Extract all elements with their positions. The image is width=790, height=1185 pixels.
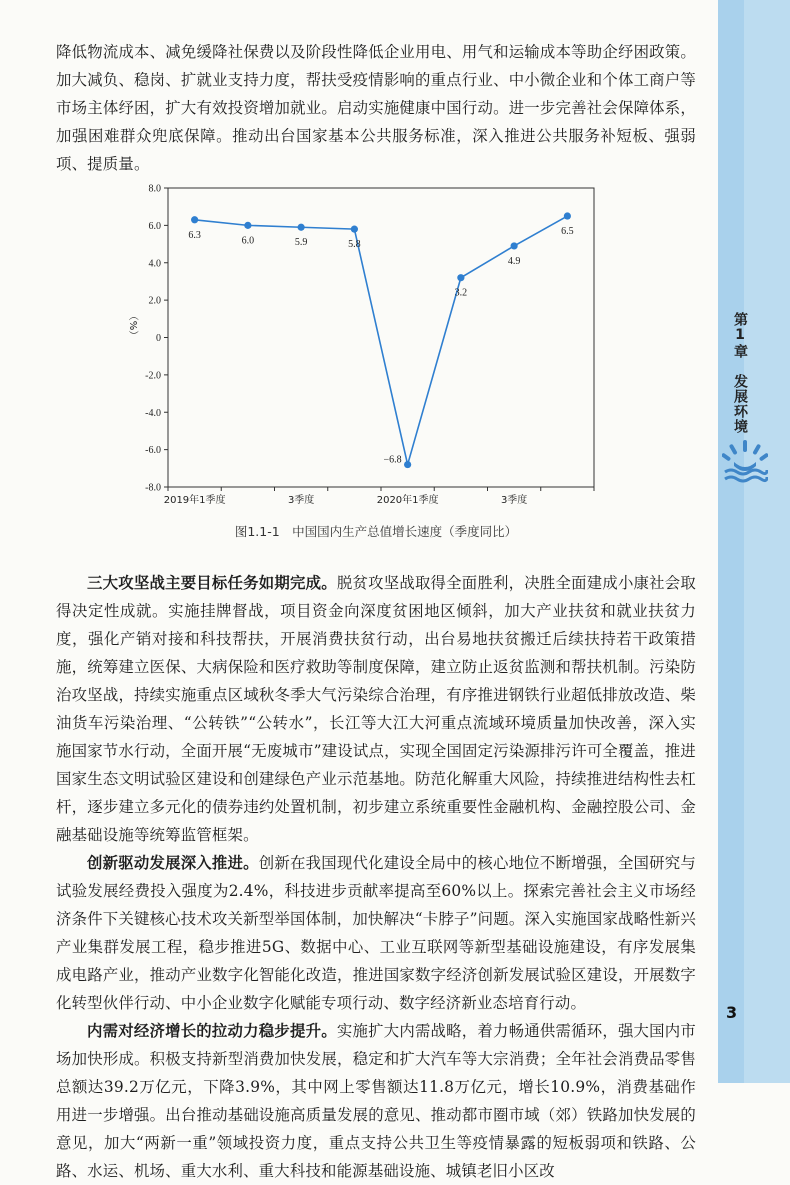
data-point	[511, 242, 518, 249]
data-point	[404, 461, 411, 468]
paragraph-body: 创新在我国现代化建设全局中的核心地位不断增强，全国研究与试验发展经费投入强度为2.4%，科技进步贡献率提高至60%以上。探索完善社会主义市场经济条件下关键核心技术攻关新型举国体制，加快解决“卡脖子”问题。深入实施国家战略性新兴产业集群发展工程，稳步推进5G、数据中心、工业互联网等新型基础设施建设，有序发展集成电路产业，推动产业数字化智能化改造，推进国家数字经济创新发展试验区建设，开展数字化转型伙伴行动、中小企业数字化赋能专项行动、数字经济新业态培育行动。	[56, 854, 696, 1012]
y-tick-label: 4.0	[148, 258, 161, 270]
data-label: 6.5	[561, 226, 574, 238]
data-point	[351, 226, 358, 233]
y-tick-label: -6.0	[145, 445, 161, 457]
y-tick-label: -8.0	[145, 482, 161, 494]
data-label: 3.2	[454, 287, 468, 299]
y-tick-label: 0	[156, 333, 161, 344]
y-tick-label: -2.0	[145, 370, 161, 382]
y-axis-label: （%）	[127, 310, 138, 341]
data-label: 4.9	[507, 255, 521, 267]
gdp-growth-line-chart	[116, 184, 636, 519]
data-point	[244, 222, 251, 229]
paragraph-lead: 三大攻坚战主要目标任务如期完成。	[87, 574, 337, 592]
figure-caption: 图1.1-1 中国国内生产总值增长速度（季度同比）	[234, 524, 518, 539]
data-label: −6.8	[383, 454, 402, 466]
paragraph-innovation	[56, 849, 696, 1017]
paragraph-domestic-demand	[56, 1017, 696, 1185]
x-tick-label: 3季度	[287, 495, 315, 506]
sidebar-strip	[718, 0, 744, 1083]
chapter-title: 发展环境	[732, 374, 748, 434]
y-tick-label: 6.0	[148, 220, 161, 232]
page-content	[56, 38, 696, 1185]
gdp-growth-figure	[56, 184, 696, 559]
y-tick-label: -4.0	[145, 407, 161, 419]
data-point	[298, 224, 305, 231]
data-label: 5.8	[348, 239, 361, 251]
paragraph-lead: 内需对经济增长的拉动力稳步提升。	[87, 1022, 337, 1040]
paragraph-lead: 创新驱动发展深入推进。	[87, 854, 259, 872]
x-tick-label: 2019年1季度	[163, 495, 226, 506]
y-tick-label: 8.0	[148, 184, 161, 195]
data-point	[457, 274, 464, 281]
plot-frame	[168, 188, 594, 487]
data-point	[564, 212, 571, 219]
data-point	[191, 216, 198, 223]
chapter-number-label: 第1章	[732, 312, 748, 359]
waves-sun-logo-icon	[722, 438, 768, 488]
page-number: 3	[726, 1003, 738, 1022]
paragraph-intro: 降低物流成本、减免缓降社保费以及阶段性降低企业用电、用气和运输成本等助企纾困政策。加大减负、稳岗、扩就业支持力度，帮扶受疫情影响的重点行业、中小微企业和个体工商户等市场主体纾困，扩大有效投资增加就业。启动实施健康中国行动。进一步完善社会保障体系，加强困难群众兜底保障。推动出台国家基本公共服务标准，深入推进公共服务补短板、强弱项、提质量。	[56, 43, 696, 173]
paragraph-body: 实施扩大内需战略，着力畅通供需循环，强大国内市场加快形成。积极支持新型消费加快发展，稳定和扩大汽车等大宗消费；全年社会消费品零售总额达39.2万亿元，下降3.9%，其中网上零售额达11.8万亿元，增长10.9%，消费基础作用进一步增强。出台推动基础设施高质量发展的意见、推动都市圈市域（郊）铁路加快发展的意见，加大“两新一重”领域投资力度，重点支持公共卫生等疫情暴露的短板弱项和铁路、公路、水运、机场、重大水利、重大科技和能源基础设施、城镇老旧小区改	[56, 1022, 696, 1180]
data-label: 5.9	[294, 237, 308, 249]
x-tick-label: 3季度	[500, 495, 528, 506]
data-label: 6.0	[241, 235, 255, 247]
paragraph-body: 脱贫攻坚战取得全面胜利，决胜全面建成小康社会取得决定性成就。实施挂牌督战，项目资金向深度贫困地区倾斜，加大产业扶贫和就业扶贫力度，强化产销对接和科技帮扶，开展消费扶贫行动，出台易地扶贫搬迁后续扶持若干政策措施，统筹建立医保、大病保险和医疗救助等制度保障，建立防止返贫监测和帮扶机制。污染防治攻坚战，持续实施重点区域秋冬季大气污染综合治理，有序推进钢铁行业超低排放改造、柴油货车污染治理、“公转铁”“公转水”，长江等大江大河重点流域环境质量加快改善，深入实施国家节水行动，全面开展“无废城市”建设试点，实现全国固定污染源排污许可全覆盖，推进国家生态文明试验区建设和创建绿色产业示范基地。防范化解重大风险，持续推进结构性去杠杆，逐步建立多元化的债券违约处置机制，初步建立系统重要性金融机构、金融控股公司、金融基础设施等统筹监管框架。	[56, 574, 696, 844]
paragraph-tough-battles	[56, 569, 696, 849]
x-tick-label: 2020年1季度	[376, 495, 439, 506]
data-label: 6.3	[188, 229, 201, 241]
chapter-sidebar	[718, 0, 790, 1083]
y-tick-label: 2.0	[148, 295, 161, 307]
series-line	[195, 216, 568, 465]
